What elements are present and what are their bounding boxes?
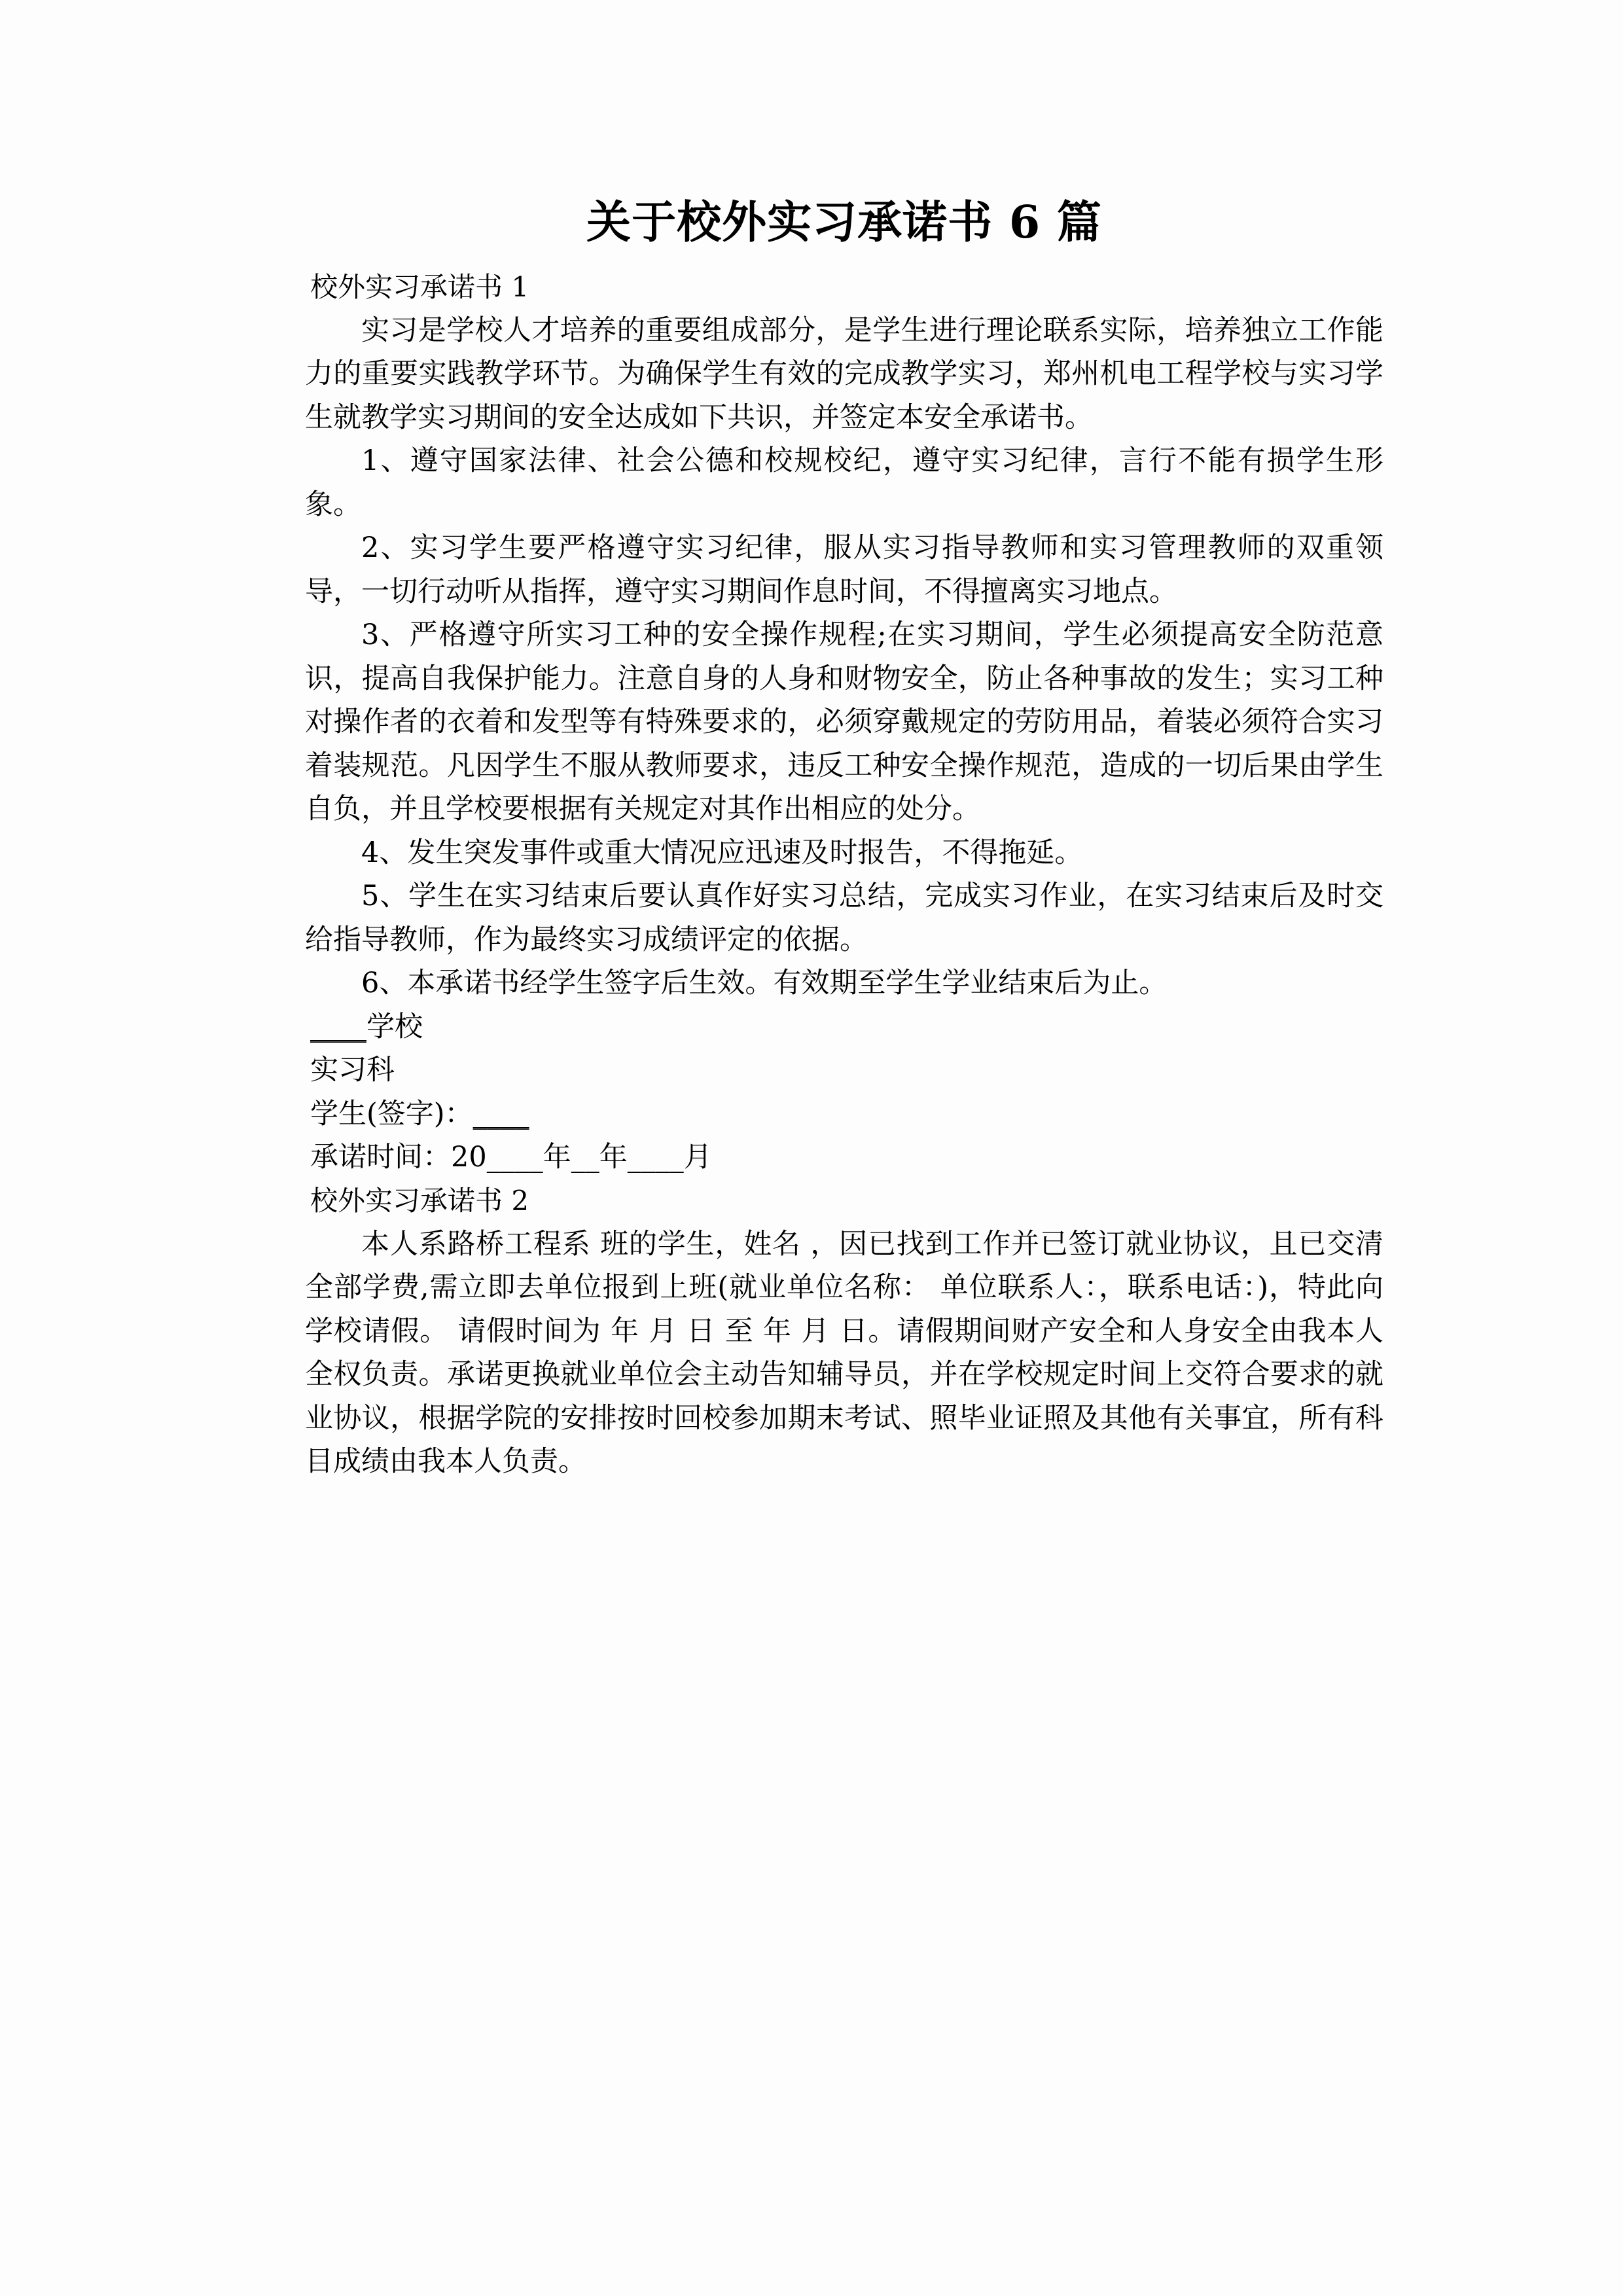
department-label: 实习科 (310, 1054, 395, 1087)
document-content (305, 0, 1383, 1484)
page-title: 关于校外实习承诺书 6 篇 (586, 196, 1102, 249)
signature-line-department (305, 1049, 1383, 1092)
paragraph-intro: 实习是学校人才培养的重要组成部分，是学生进行理论联系实际，培养独立工作能力的重要实践教学环节。为确保学生有效的完成教学实习，郑州机电工程学校与实习学生就教学实习期间的安全达成如下共识，并签定本安全承诺书。 (305, 314, 1383, 434)
promise-date-label: 承诺时间：20 (310, 1141, 487, 1174)
paragraph-item-3: 3、严格遵守所实习工种的安全操作规程;在实习期间，学生必须提高安全防范意识，提高自我保护能力。注意自身的人身和财物安全，防止各种事故的发生；实习工种对操作者的衣着和发型等有特殊要求的，必须穿戴规定的劳防用品，着装必须符合实习着装规范。凡因学生不服从教师要求，违反工种安全操作规范，造成的一切后果由学生自负，并且学校要根据有关规定对其作出相应的处分。 (305, 619, 1383, 826)
student-signature-label: 学生(签字)： (310, 1097, 473, 1130)
paragraph-item-6: 6、本承诺书经学生签字后生效。有效期至学生学业结束后为止。 (361, 967, 1168, 1000)
paragraph-item-1: 1、遵守国家法律、社会公德和校规校纪，遵守实习纪律，言行不能有损学生形象。 (305, 444, 1383, 521)
signature-line-school (305, 1005, 1383, 1049)
section-heading-2: 校外实习承诺书 2 (310, 1184, 529, 1217)
paragraph-section2-body: 本人系路桥工程系 班的学生，姓名 ，因已找到工作并已签订就业协议，且已交清全部学费,需立即去单位报到上班(就业单位名称： 单位联系人：，联系电话：)，特此向学校请假。 请假时间为 年 月 日 至 年 月 日。请假期间财产安全和人身安全由我本人全权负责。承诺更换就业单位会主动告知辅导员，并在学校规定时间上交符合要求的就业协议，根据学院的安排按时回校参加期末考试、照毕业证照及其他有关事宜，所有科目成绩由我本人负责。 (305, 1227, 1383, 1479)
student-signature-blank: ____ (473, 1097, 529, 1130)
section-heading-1: 校外实习承诺书 1 (310, 270, 529, 303)
paragraph-item-5: 5、学生在实习结束后要认真作好实习总结，完成实习作业，在实习结束后及时交给指导教师，作为最终实习成绩评定的依据。 (305, 880, 1383, 956)
school-blank: ____ (310, 1010, 366, 1043)
school-label: 学校 (366, 1010, 423, 1043)
promise-date-blank: ____年__年____月 (486, 1141, 712, 1174)
paragraph-item-4: 4、发生突发事件或重大情况应迅速及时报告，不得拖延。 (361, 836, 1083, 869)
signature-line-date (305, 1136, 1383, 1179)
signature-line-student (305, 1092, 1383, 1136)
paragraph-item-2: 2、实习学生要严格遵守实习纪律，服从实习指导教师和实习管理教师的双重领导，一切行动听从指挥，遵守实习期间作息时间，不得擅离实习地点。 (305, 531, 1383, 608)
